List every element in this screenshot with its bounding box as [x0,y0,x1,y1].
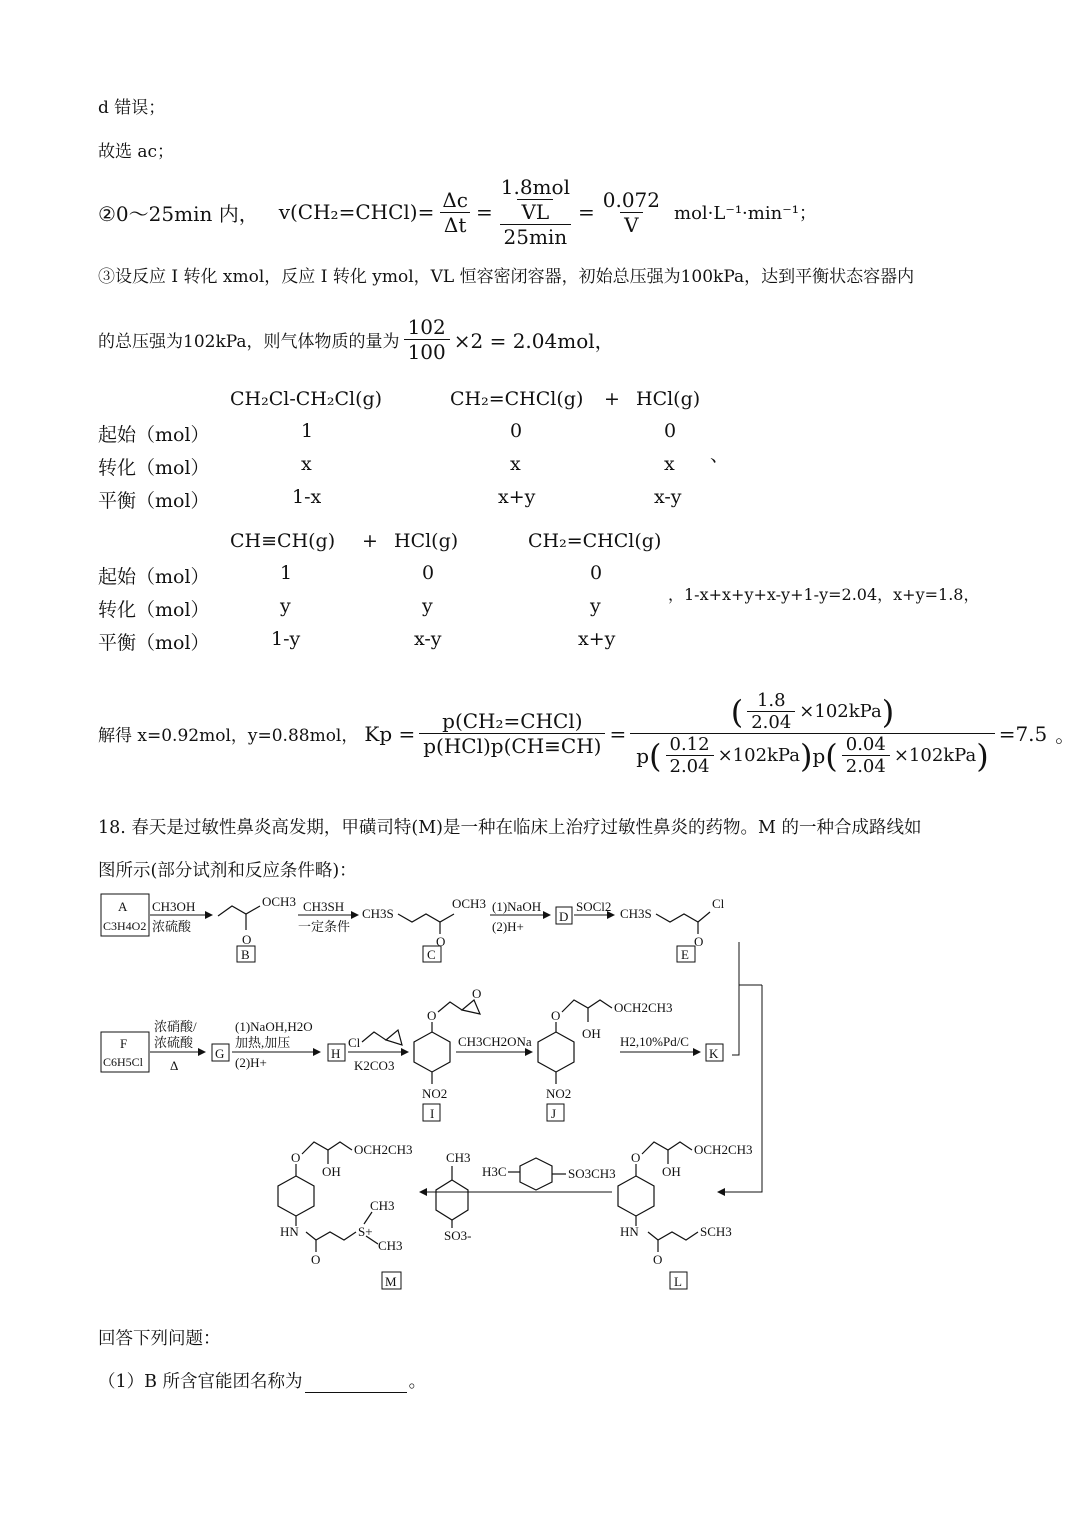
equilibrium-table-1 [98,388,798,518]
M-oh: OH [322,1164,341,1179]
t2-side-eq: ，1-x+x+y+x-y+1-y=2.04，x+y=1.8， [668,585,980,604]
reagent-4: SOCl2 [576,899,612,914]
L-hn: HN [620,1224,639,1239]
M-o2: O [311,1252,321,1267]
C-ch3s: CH3S [362,906,394,921]
label-M: M [385,1274,397,1289]
q1-end: 。 [408,1372,427,1392]
t1-cell: 1 [301,420,314,442]
reagent-3a: (1)NaOH [492,899,542,914]
E-ch3s: CH3S [620,906,652,921]
p3-frac-den: 100 [404,339,450,364]
t1-cell: 0 [510,420,523,442]
B-o: O [242,932,252,947]
t2-species-1: CH≡CH(g) [230,530,336,552]
kp-def-frac [419,709,605,758]
t2-cell: x+y [578,628,616,650]
kp-def-num: p(CH₂=CHCl) [442,709,583,733]
t1-cell: 1-x [292,486,322,508]
tos-so3: SO3- [444,1228,472,1243]
t1-cell: x+y [498,486,536,508]
p3-line-b-row [98,312,615,367]
L-o2: O [653,1252,663,1267]
M-hn: HN [280,1224,299,1239]
t1-cell: x-y [654,486,682,508]
reagent-7: K2CO3 [354,1058,395,1073]
kp-result: =7.5 [998,721,1048,746]
q1-text: （1）B 所含官能团名称为 [98,1372,303,1392]
C-och3: OCH3 [452,896,486,911]
t2-species-2: HCl(g) [394,530,459,552]
reagent-6b: 加热,加压 [235,1035,291,1050]
label-A: A [118,899,128,914]
J-no2: NO2 [546,1086,572,1101]
M-ch3-bot: CH3 [378,1238,403,1253]
kp-n2: 0.12 [669,734,710,755]
rate-den: 25min [500,224,572,249]
q1-row [98,1368,426,1393]
label-E: E [681,947,689,962]
t1-cell: x [510,453,521,475]
t1-plus: + [604,388,620,410]
reagent-2b: 一定条件 [298,919,351,934]
t2-species-3: CH₂=CHCl(g) [528,530,662,552]
reagent-7-cl: Cl [348,1035,361,1050]
label-B: B [241,947,250,962]
t1-species-3: HCl(g) [636,388,701,410]
t2-cell: 1 [280,562,293,584]
rate-res-den: V [620,212,642,237]
t2-cell: y [422,595,433,617]
rate-v: v(CH₂=CHCl)= [278,200,435,224]
rate-res-num: 0.072 [602,187,660,212]
kp-t3: ×102kPa [893,745,977,766]
rate-dt: Δt [440,212,470,237]
structure-tosylate [436,1166,468,1228]
structure-C [398,914,454,934]
reagent-1a: CH3OH [152,899,196,914]
L-och2ch3: OCH2CH3 [694,1142,753,1157]
I-o: O [427,1008,437,1023]
formula-F: C6H5Cl [103,1055,144,1069]
rate-dc: Δc [442,187,468,212]
t1-row-label: 转化（mol） [98,457,210,479]
kp-def-den: p(HCl)p(CH≡CH) [419,733,605,758]
J-o: O [551,1008,561,1023]
label-J: J [551,1106,557,1121]
label-D: D [559,909,569,924]
synthesis-scheme [0,880,1080,1300]
L-sch3: SCH3 [700,1224,732,1239]
d-wrong-line: d 错误； [98,98,166,118]
rate-unit: mol·L⁻¹·min⁻¹； [674,203,817,224]
t2-cell: 0 [422,562,435,584]
reagent-2a: CH3SH [303,899,345,914]
connector-E-K [732,942,739,1055]
formula-A: C3H4O2 [103,919,147,933]
M-ch3-top: CH3 [370,1198,395,1213]
reagent-8: CH3CH2ONa [458,1034,532,1049]
B-och3: OCH3 [262,894,296,909]
reagent-3b: (2)H+ [492,919,524,934]
p3-line-b: 的总压强为102kPa，则气体物质的量为 [98,332,400,352]
kp-expression: 解得 x=0.92mol，y=0.88mol， Kp = $\frac{\text{p(CH₂=CHCl)}}{\text{p(HCl)p(CH≡CH)}}$ = ( $\frac{1.8}{2.04}$ ×102kPa ) p ( $\frac{0.12}{2.04}$ ×102kPa ) p ( $\frac{0.04}{2.04}$ ×102kPa ) =7.5 。 [98,690,1076,777]
label-G: G [215,1046,225,1061]
tos-ch3: CH3 [446,1150,471,1165]
t2-cell: y [280,595,291,617]
rate-result-frac [599,188,664,237]
reagent-6a: (1)NaOH,H2O [235,1019,313,1034]
t1-row-label: 平衡（mol） [98,490,210,512]
kp-t2: ×102kPa [717,745,800,766]
E-cl: Cl [712,896,725,911]
label-H: H [331,1046,341,1061]
q18-line2: 图所示(部分试剂和反应条件略)： [98,861,357,881]
t2-cell: 1-y [271,628,301,650]
t2-cell: y [590,595,601,617]
kp-d1: 2.04 [747,711,795,733]
kp-end: 。 [1055,723,1076,747]
t2-row-label: 起始（mol） [98,566,210,588]
kp-t1: ×102kPa [799,701,882,722]
kp-d2: 2.04 [666,755,714,777]
reagent-5a: 浓硝酸/ [154,1019,197,1034]
kp-value-frac: ( $\frac{1.8}{2.04}$ ×102kPa ) p ( $\frac{0.12}{2.04}$ ×102kPa ) p ( $\frac{0.04}{2.04}$ ×102kPa ) [630,690,995,777]
structure-B [218,906,260,930]
t1-species-2: CH₂=CHCl(g) [450,388,584,410]
t1-cell: x [301,453,312,475]
p3-frac [404,315,450,364]
kp-label: Kp = [364,721,416,746]
t1-mark: 、 [710,444,730,466]
label-C: C [427,947,436,962]
t1-species-1: CH₂Cl-CH₂Cl(g) [230,388,383,410]
kp-n3: 0.04 [845,734,886,755]
J-oh: OH [582,1026,601,1041]
q18-line1: 18. 春天是过敏性鼻炎高发期，甲磺司特(M)是一种在临床上治疗过敏性鼻炎的药物。M 的一种合成路线如 [98,818,922,838]
J-och2ch3: OCH2CH3 [614,1000,673,1015]
r10-so3ch3: SO3CH3 [568,1166,616,1181]
reagent-5b: 浓硫酸 [154,1035,194,1050]
rate-main-frac [497,175,574,249]
reagent-9: H2,10%Pd/C [620,1034,689,1049]
reagent-5c: Δ [170,1058,179,1073]
rate-dc-dt [438,188,472,237]
t2-row-label: 平衡（mol） [98,632,210,654]
label-F: F [120,1036,128,1051]
p3-line-a: ③设反应 I 转化 xmol，反应 I 转化 ymol，VL 恒容密闭容器，初始总压强为100kPa，达到平衡状态容器内 [98,267,915,287]
kp-solve: 解得 x=0.92mol，y=0.88mol， [98,726,359,746]
rate-label: ②0～25min 内， [98,201,259,226]
structure-E [656,912,710,934]
q1-answer-blank[interactable] [305,1374,407,1393]
t2-cell: 0 [590,562,603,584]
M-s: S+ [358,1224,373,1239]
I-no2: NO2 [422,1086,448,1101]
L-o: O [631,1150,641,1165]
structure-J [538,1000,612,1084]
choose-line: 故选 ac； [98,142,175,162]
t2-plus: + [362,530,378,552]
label-I: I [430,1106,435,1121]
p3-tail: ×2 = 2.04mol， [453,329,615,353]
reagent-6c: (2)H+ [235,1055,267,1070]
answer-intro: 回答下列问题： [98,1329,221,1349]
label-L: L [674,1274,682,1289]
kp-d3: 2.04 [842,755,890,777]
t2-cell: x-y [414,628,442,650]
t1-cell: 0 [664,420,677,442]
rate-num2: VL [517,199,553,224]
kp-n1: 1.8 [756,690,786,711]
r10-h3c: H3C [482,1164,507,1179]
M-och2ch3: OCH2CH3 [354,1142,413,1157]
t2-row-label: 转化（mol） [98,599,210,621]
rate-expression: ②0～25min 内， v(CH₂=CHCl)= $\frac{\Delta c}{\Delta t}$ = 1.8mol VL 25min = $\frac{0.072}{V}$ mol·L⁻¹·min⁻¹； [98,175,817,249]
label-K: K [709,1046,719,1061]
E-o: O [694,934,704,949]
rate-num1: 1.8mol [500,175,570,199]
t1-cell: x [664,453,675,475]
connector-K-L [718,985,762,1192]
C-o: O [436,934,446,949]
p3-frac-num: 102 [407,315,446,339]
M-o: O [291,1150,301,1165]
equilibrium-table-2 [98,530,998,660]
t1-row-label: 起始（mol） [98,424,210,446]
reagent-1b: 浓硫酸 [152,919,192,934]
I-epox-o: O [472,986,482,1001]
L-oh: OH [662,1164,681,1179]
